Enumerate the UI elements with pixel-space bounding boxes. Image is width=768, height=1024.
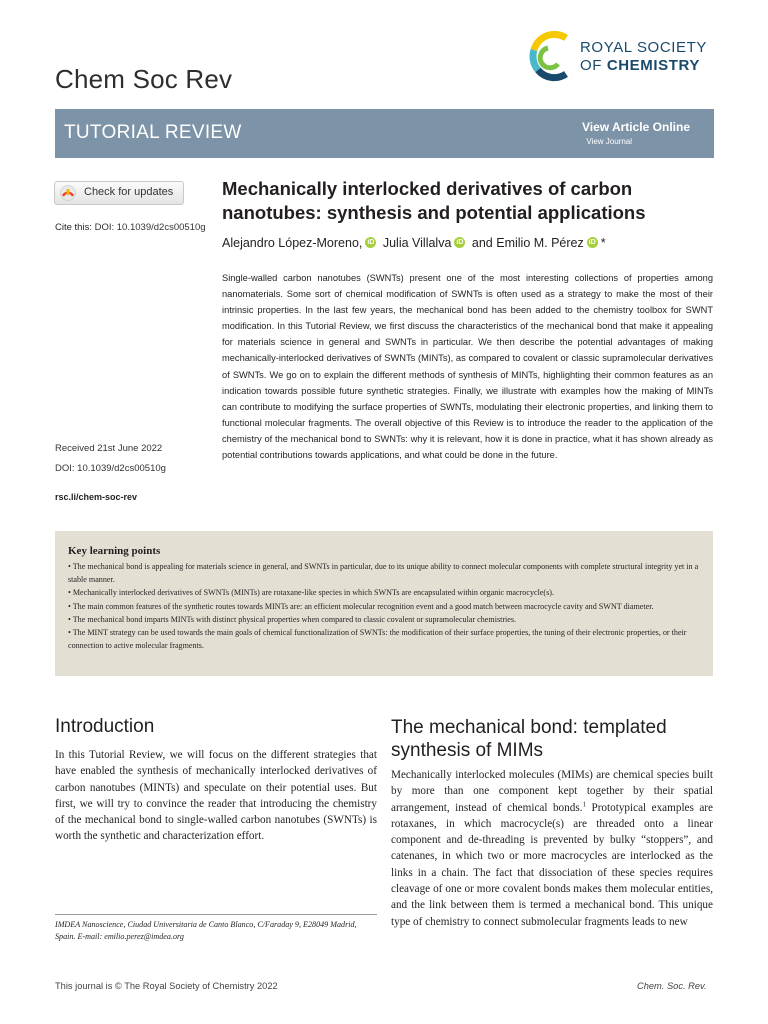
- article-title: Mechanically interlocked derivatives of carbon nanotubes: synthesis and potential applications: [222, 178, 646, 223]
- article-type-banner: [55, 109, 714, 158]
- publisher-name-line2: [580, 57, 700, 74]
- mechanical-bond-heading: The mechanical bond: templated synthesis of MIMs: [391, 717, 667, 761]
- abstract: Single-walled carbon nanotubes (SWNTs) present one of the most interesting collections of properties among nanomaterials. Some sort of chemical modification of SWNTs is often used as a strategy to make the most of their intrinsic properties. In the last few years, the mechanical bond has been added to the chemistry toolbox for SWNT modification. In this Tutorial Review, we first discuss the characteristics of the mechanical bond that make it appealing for materials science in general and SWNTs in particular. We then describe the potential advantages of making mechanically-interlocked derivatives of SWNTs (MINTs), as compared to covalent or classic supramolecular derivatives of SWNTs. We go on to explain the different methods of synthesis of MINTs, highlighting their common features as an indication towards possible future synthetic strategies. Finally, we illustrate with examples how the making of MINTs can contribute to modifying the surface properties of SWNTs, modulating their electronic properties, and linking them to functional molecular fragments. The overall objective of this Review is to introduce the reader to the application of the chemistry of the mechanical bond to SWNTs: why it is relevant, how it is done in practice, what it has shown already as potential contributions towards applications, and what could be done in the future.: [222, 273, 713, 461]
- rsc-logo-icon: [528, 30, 574, 82]
- author-1[interactable]: Alejandro López-Moreno,: [222, 236, 363, 250]
- reference-1[interactable]: 1: [582, 799, 586, 808]
- corresponding-author-mark: *: [600, 236, 606, 250]
- check-for-updates-label: Check for updates: [84, 186, 174, 198]
- list-item: • The MINT strategy can be used towards the main goals of chemical functionalization of SWNTs: the modification of their surface properties, the tuning of their electronic properties, or their connection to active molecular fragments.: [68, 626, 702, 652]
- list-item: • Mechanically interlocked derivatives of SWNTs (MINTs) are rotaxane-like species in which SWNTs are encapsulated within organic macrocycle(s).: [68, 586, 702, 599]
- mechanical-bond-text-part1: Mechanically interlocked molecules (MIMs) are chemical species built by more than one component kept together by their spatial arrangement, instead of chemical bonds.: [391, 769, 713, 814]
- received-date: Received 21st June 2022: [55, 443, 163, 454]
- check-for-updates-button[interactable]: [54, 181, 184, 205]
- cite-this: [55, 222, 206, 233]
- author-3[interactable]: and Emilio M. Pérez: [471, 236, 584, 250]
- author-2[interactable]: Julia Villalva: [382, 236, 452, 250]
- mechanical-bond-text: [391, 767, 713, 930]
- key-learning-points-title: Key learning points: [68, 545, 161, 557]
- footer-copyright: This journal is © The Royal Society of Chemistry 2022: [55, 981, 278, 991]
- orcid-icon[interactable]: iD: [367, 239, 375, 247]
- orcid-icon[interactable]: iD: [588, 239, 596, 247]
- list-item: • The main common features of the synthetic routes towards MINTs are: an efficient molecular recognition event and a good match between macrocycle cavity and SWNT diameter.: [68, 600, 702, 613]
- doi: DOI: 10.1039/d2cs00510g: [55, 463, 166, 474]
- publisher-name-prefix: OF: [580, 57, 607, 74]
- key-learning-points-list: [68, 560, 702, 652]
- crossmark-icon: [60, 185, 76, 201]
- view-journal-link[interactable]: View Journal: [586, 137, 632, 146]
- cite-doi: DOI: 10.1039/d2cs00510g: [94, 222, 206, 233]
- rsc-logo[interactable]: [528, 30, 728, 82]
- footnote-divider: [55, 914, 377, 915]
- publisher-name-bold: CHEMISTRY: [606, 57, 700, 74]
- author-list: [222, 236, 606, 250]
- key-learning-points-box: [55, 531, 713, 676]
- list-item: • The mechanical bond imparts MINTs with distinct physical properties when compared to classic covalent or supramolecular chemistries.: [68, 613, 702, 626]
- orcid-icon[interactable]: iD: [456, 239, 464, 247]
- journal-name: Chem Soc Rev: [55, 64, 233, 94]
- mechanical-bond-text-part2: Prototypical examples are rotaxanes, in which macrocycle(s) are threaded onto a linear component and de-threading is prevented by bulky “stoppers”, and catenanes, in which two or more macrocycles are interlocked as the links in a chain. The fact that dissociation of these species requires cleavage of one or more covalent bonds makes them molecular entities, and the link between them is termed a mechanical bond. This unique type of chemistry to connect submolecular fragments leads to new: [391, 801, 713, 928]
- journal-link[interactable]: rsc.li/chem-soc-rev: [55, 492, 138, 502]
- introduction-heading: Introduction: [55, 716, 155, 737]
- view-article-online-link[interactable]: View Article Online: [581, 120, 690, 134]
- list-item: • The mechanical bond is appealing for materials science in general, and SWNTs in particular, due to its unique ability to connect molecular components with complete structural integrity yet in a stable manner.: [68, 560, 702, 586]
- author-affiliation: IMDEA Nanoscience, Ciudad Universitaria de Canto Blanco, C/Faraday 9, E28049 Madrid, Spain. E-mail: emilio.perez@imdea.org: [55, 920, 357, 941]
- footer-journal: Chem. Soc. Rev.: [637, 981, 707, 991]
- cite-label: Cite this:: [55, 222, 92, 233]
- introduction-text: In this Tutorial Review, we will focus on the different strategies that have enabled the synthesis of mechanically interlocked derivatives of carbon nanotubes (MINTs) and speculate on their potential uses. But first, we will try to convince the reader that introducing the chemistry of the mechanical bond to single-walled carbon nanotubes (SWNTs) is worth the synthetic and characterization effort.: [55, 749, 377, 843]
- publisher-name-line1: ROYAL SOCIETY: [580, 39, 707, 56]
- article-type: TUTORIAL REVIEW: [64, 122, 242, 143]
